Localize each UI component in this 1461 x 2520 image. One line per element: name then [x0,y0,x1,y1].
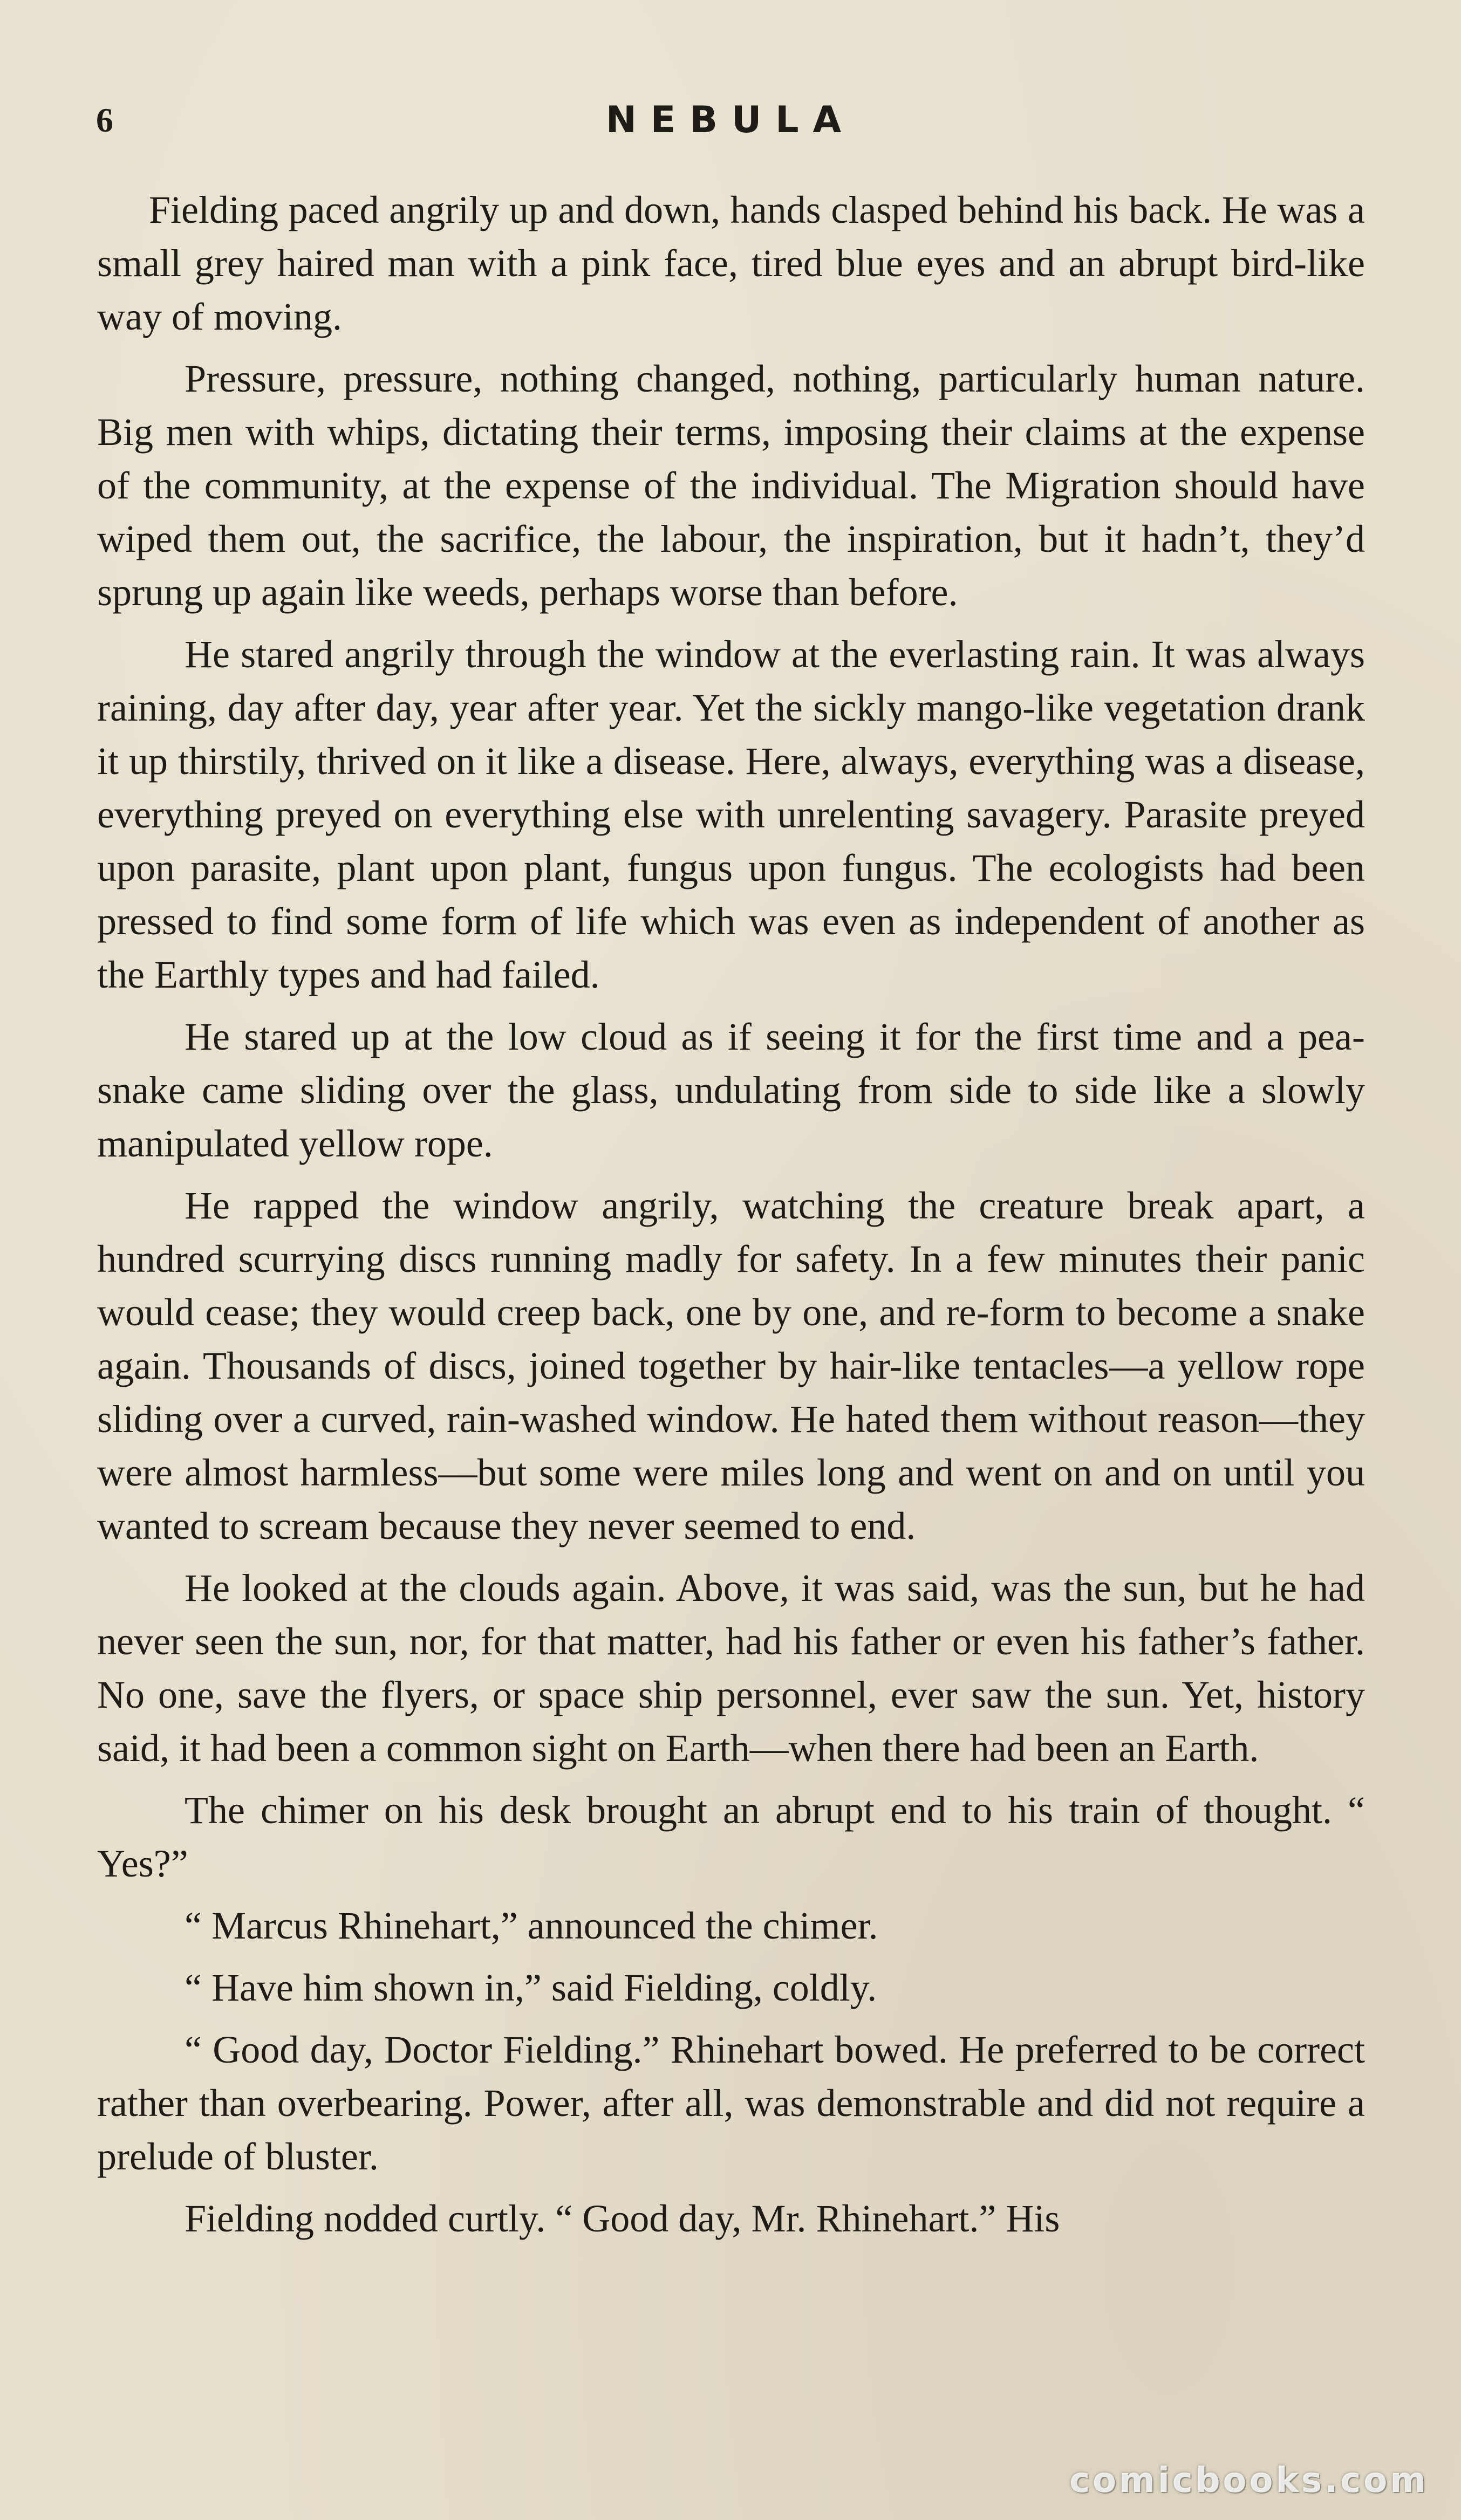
paragraph: Fielding paced angrily up and down, hands clasped behind his back. He was a small grey haired man with a pink face, tired blue eyes and an abrupt bird-like way of moving. [97,188,1365,338]
paragraph: The chimer on his desk brought an abrupt end to his train of thought. “ Yes?” [97,1789,1365,1885]
paragraph: Pressure, pressure, nothing changed, nothing, particularly human nature. Big men with whips, dictating their terms, imposing their claims at the expense of the community, at the expense of the individual. The Migration should have wiped them out, the sacrifice, the labour, the inspiration, but it hadn’t, they’d sprung up again like weeds, perhaps worse than before. [97,357,1365,614]
watermark: comicbooks.com [1069,2461,1429,2501]
paragraph: “ Have him shown in,” said Fielding, coldly. [185,1966,877,2009]
paragraph: He stared angrily through the window at the everlasting rain. It was always raining, day after day, year after year. Yet the sickly mango-like vegetation drank it up thirstily, thrived on it like a disease. Here, always, everything was a disease, everything preyed on everything else with unrelenting savagery. Parasite preyed upon parasite, plant upon plant, fungus upon fungus. The ecologists had been pressed to find some form of life which was even as independent of another as the Earthly types and had failed. [97,633,1365,996]
running-title: NEBULA [605,99,856,141]
paragraph: He stared up at the low cloud as if seeing it for the first time and a pea-snake came sliding over the glass, undulating from side to side like a slowly manipulated yellow rope. [97,1015,1365,1165]
paragraph: He rapped the window angrily, watching the creature break apart, a hundred scurrying discs running madly for safety. In a few minutes their panic would cease; they would creep back, one by one, and re-form to become a snake again. Thousands of discs, joined together by hair-like tentacles—a yellow rope sliding over a curved, rain-washed window. He hated them without reason—they were almost harmless—but some were miles long and went on and on until you wanted to scream because they never seemed to end. [97,1184,1365,1547]
story-text [97,183,1365,2254]
paragraph: “ Good day, Doctor Fielding.” Rhinehart bowed. He preferred to be correct rather than overbearing. Power, after all, was demonstrable and did not require a prelude of bluster. [97,2028,1365,2178]
paragraph: Fielding nodded curtly. “ Good day, Mr. Rhinehart.” His [185,2197,1060,2240]
paragraph: “ Marcus Rhinehart,” announced the chimer. [185,1904,878,1947]
paragraph: He looked at the clouds again. Above, it was said, was the sun, but he had never seen the sun, nor, for that matter, had his father or even his father’s father. No one, save the flyers, or space ship personnel, ever saw the sun. Yet, history said, it had been a common sight on Earth—when there had been an Earth. [97,1566,1365,1770]
page-header [96,91,1365,150]
page-number: 6 [96,101,113,139]
